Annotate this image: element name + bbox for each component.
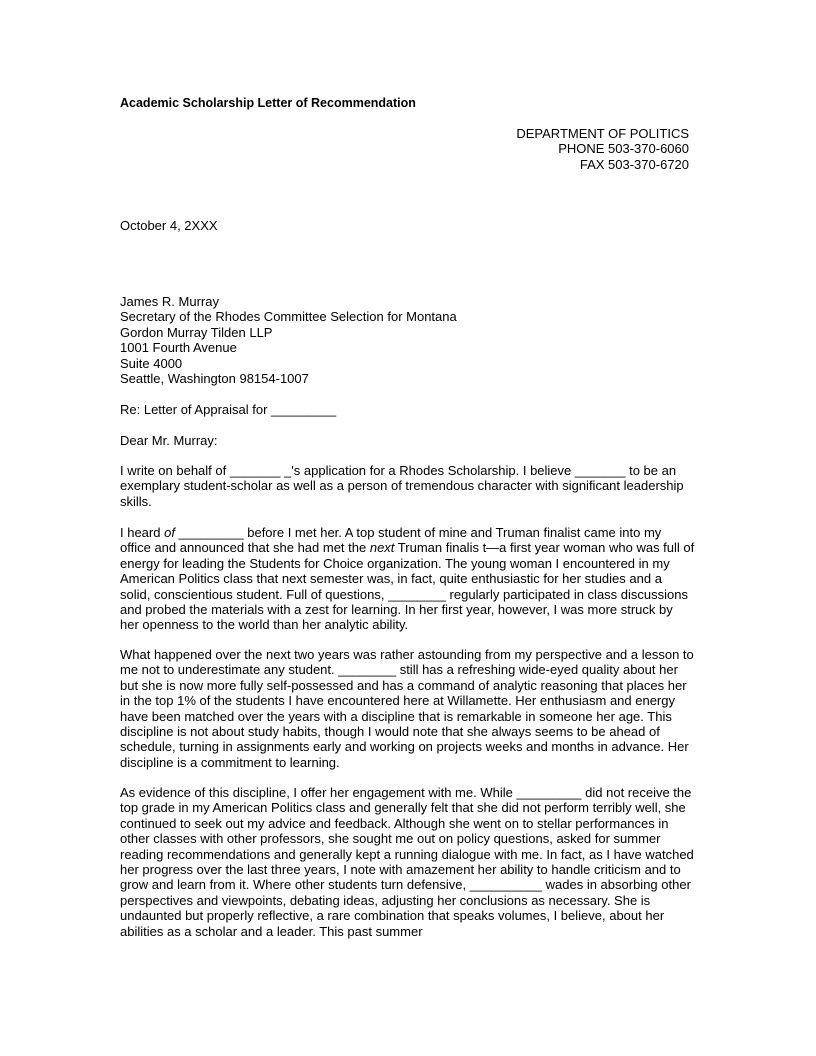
recipient-firm: Gordon Murray Tilden LLP [120, 324, 273, 340]
salutation: Dear Mr. Murray: [120, 433, 218, 448]
paragraph-1-text: I write on behalf of _______ _'s application for a Rhodes Scholarship. I believe _______ to be an exemplary student-scholar as well as a person of tremendous character with significant leadership skills. [120, 463, 684, 509]
letterhead-phone: PHONE 503-370-6060 [558, 141, 689, 157]
recipient-name: James R. Murray [120, 294, 219, 309]
recipient-position: Secretary of the Rhodes Committee Selection for Montana [120, 309, 457, 325]
paragraph-1 [120, 463, 695, 509]
letter-date: October 4, 2XXX [120, 218, 218, 233]
paragraph-3-text: What happened over the next two years was rather astounding from my perspective and a lesson to me not to underestimate any student. ________ still has a refreshing wide-eyed quality about her but she is now more fully self-possessed and has a command of analytic reasoning that places her in the top 1% of the students I have encountered here at Willamette. Her enthusiasm and energy have been matched over the years with a discipline that is remarkable in someone her age. This discipline is not about study habits, though I would note that she always seems to be ahead of schedule, turning in assignments early and working on projects weeks and months in advance. Her discipline is a commitment to learning. [120, 647, 694, 770]
paragraph-2-text [120, 525, 695, 633]
paragraph-2 [120, 525, 695, 633]
recipient-address [120, 294, 695, 386]
recipient-suite: Suite 4000 [120, 355, 183, 371]
paragraph-2-part3: Truman finalis t—a first year woman who was full of energy for leading the Students for Choice organization. The young woman I encountered in my American Politics class that next semester was, in fact, quite enthusiastic for her studies and a solid, conscientious student. Full of questions, ________ regularly participated in class discussions and probed the materials with a zest for learning. In her first year, however, I was more struck by her openness to the world than her analytic ability. [120, 540, 695, 633]
paragraph-2-part2: _________ before I met her. A top student of mine and Truman finalist came into my office and announced that she had met the [120, 525, 662, 556]
paragraph-4-text: As evidence of this discipline, I offer her engagement with me. While _________ did not receive the top grade in my American Politics class and generally felt that she did not perform terribly well, she continued to seek out my advice and feedback. Although she went on to stellar performances in other classes with other professors, she sought me out on policy questions, asked for summer reading recommendations and generally kept a running dialogue with me. In fact, as I have watched her progress over the last three years, I note with amazement her ability to handle criticism and to grow and learn from it. Where other students turn defensive, __________ wades in absorbing other perspectives and viewpoints, debating ideas, adjusting her conclusions as necessary. She is undaunted but properly reflective, a rare combination that speaks volumes, I believe, about her abilities as a scholar and a leader. This past summer [120, 785, 694, 939]
letterhead-fax: FAX 503-370-6720 [579, 156, 689, 172]
paragraph-4 [120, 785, 695, 939]
document-title: Academic Scholarship Letter of Recommendation [120, 96, 416, 110]
paragraph-3 [120, 647, 695, 770]
paragraph-2-part1: I heard [120, 525, 165, 540]
letterhead-department: DEPARTMENT OF POLITICS [516, 126, 689, 141]
paragraph-2-emphasis-next: next [369, 540, 395, 556]
recipient-street: 1001 Fourth Avenue [120, 340, 237, 356]
letterhead [516, 126, 689, 172]
paragraph-2-emphasis-of: of [164, 525, 175, 540]
re-line: Re: Letter of Appraisal for _________ [120, 402, 337, 417]
recipient-city: Seattle, Washington 98154-1007 [120, 371, 309, 387]
